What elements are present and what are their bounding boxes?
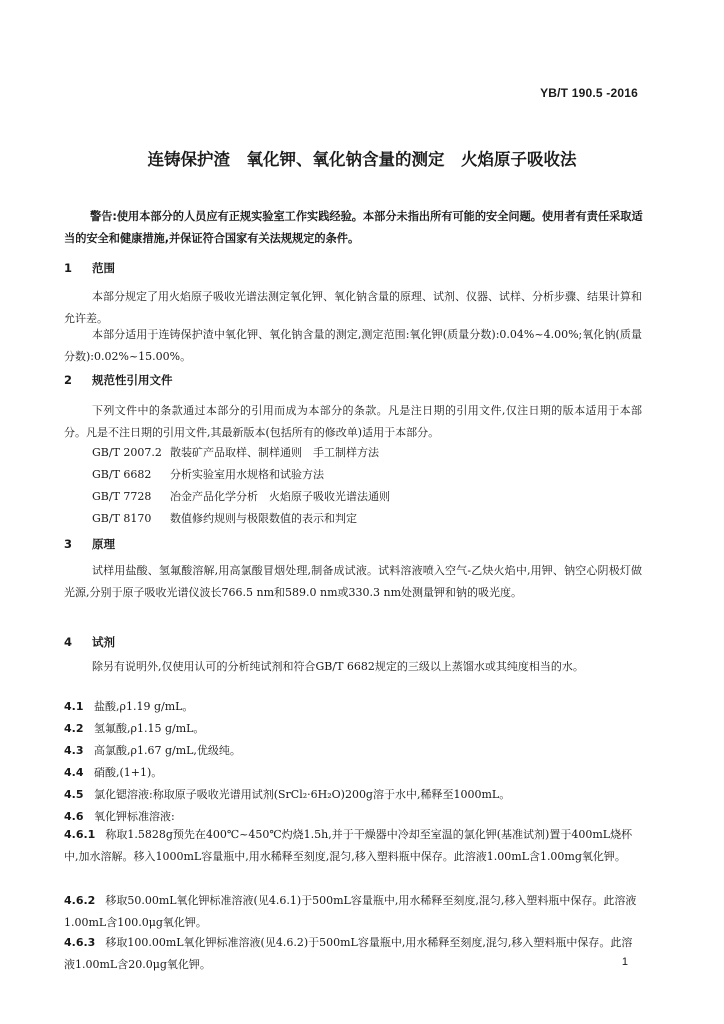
standard-number: YB/T 190.5 -2016: [540, 86, 638, 100]
item-text: 高氯酸,ρ1.67 g/mL,优级纯。: [94, 744, 241, 757]
reference-code: GB/T 7728: [92, 490, 152, 503]
section-number: 3: [64, 537, 73, 551]
item-number: 4.4: [64, 766, 84, 779]
reagent-item: [64, 718, 642, 740]
reference-title: 散装矿产品取样、制样通则 手工制样方法: [170, 446, 379, 459]
reagent-subitem: [64, 890, 642, 934]
reagent-subitem: [64, 824, 642, 868]
reference-item: [92, 466, 324, 482]
item-number: 4.1: [64, 700, 84, 713]
section-title: 规范性引用文件: [92, 373, 173, 387]
reagent-item: [64, 740, 642, 762]
reagent-subitem: [64, 932, 642, 976]
section-number: 2: [64, 373, 73, 387]
section-heading-references: [64, 372, 173, 388]
document-title: 连铸保护渣 氧化钾、氧化钠含量的测定 火焰原子吸收法: [147, 150, 577, 169]
section-number: 4: [64, 635, 73, 649]
page-number: 1: [621, 956, 628, 968]
reference-code: GB/T 2007.2: [92, 446, 162, 459]
reference-title: 分析实验室用水规格和试验方法: [170, 468, 324, 481]
item-number: 4.2: [64, 722, 84, 735]
section-heading-reagents: [64, 634, 115, 650]
item-number: 4.6: [64, 810, 84, 823]
reagent-item: [64, 762, 642, 784]
reference-code: GB/T 6682: [92, 468, 152, 481]
item-text: 称取1.5828g预先在400℃~450℃灼烧1.5h,并于干燥器中冷却至室温的氯化钾(基准试剂)置于400mL烧杯中,加水溶解。移入1000mL容量瓶中,用水稀释至刻度,混匀,移入塑料瓶中保存。此溶液1.00mL含1.00mg氧化钾。: [64, 828, 633, 863]
item-text: 氢氟酸,ρ1.15 g/mL。: [94, 722, 205, 735]
item-number: 4.6.1: [64, 828, 96, 841]
item-text: 氧化钾标准溶液:: [94, 810, 175, 823]
warning-paragraph: 警告:使用本部分的人员应有正规实验室工作实践经验。本部分未指出所有可能的安全问题。使用者有责任采取适当的安全和健康措施,并保证符合国家有关法规规定的条件。: [64, 210, 643, 245]
item-number: 4.6.2: [64, 894, 96, 907]
principle-paragraph: 试样用盐酸、氢氟酸溶解,用高氯酸冒烟处理,制备成试液。试料溶液喷入空气-乙炔火焰中,用钾、钠空心阴极灯做光源,分别于原子吸收光谱仪波长766.5 nm和589.0 nm或330.3 nm处测量钾和钠的吸光度。: [64, 564, 642, 599]
section-heading-scope: [64, 260, 115, 276]
item-number: 4.5: [64, 788, 84, 801]
item-text: 氯化锶溶液:称取原子吸收光谱用试剂(SrCl₂·6H₂O)200g溶于水中,稀释至1000mL。: [94, 788, 511, 801]
reagent-item: [64, 696, 642, 718]
item-text: 移取50.00mL氧化钾标准溶液(见4.6.1)于500mL容量瓶中,用水稀释至刻度,混匀,移入塑料瓶中保存。此溶液1.00mL含100.0μg氧化钾。: [64, 894, 637, 929]
section-title: 原理: [92, 537, 115, 551]
reference-item: [92, 488, 390, 504]
section-heading-principle: [64, 536, 115, 552]
item-number: 4.6.3: [64, 936, 96, 949]
reference-item: [92, 444, 379, 460]
scope-paragraph-1: 本部分规定了用火焰原子吸收光谱法测定氧化钾、氧化钠含量的原理、试剂、仪器、试样、分析步骤、结果计算和允许差。: [64, 290, 642, 325]
section-title: 试剂: [92, 635, 115, 649]
references-paragraph: 下列文件中的条款通过本部分的引用而成为本部分的条款。凡是注日期的引用文件,仅注日期的版本适用于本部分。凡是不注日期的引用文件,其最新版本(包括所有的修改单)适用于本部分。: [64, 404, 642, 439]
reagents-paragraph: 除另有说明外,仅使用认可的分析纯试剂和符合GB/T 6682规定的三级以上蒸馏水或其纯度相当的水。: [92, 660, 584, 673]
section-title: 范围: [92, 261, 115, 275]
reference-title: 数值修约规则与极限数值的表示和判定: [170, 512, 357, 525]
reference-item: [92, 510, 357, 526]
section-number: 1: [64, 261, 73, 275]
reagent-item: [64, 784, 642, 806]
reference-title: 冶金产品化学分析 火焰原子吸收光谱法通则: [170, 490, 390, 503]
item-text: 移取100.00mL氧化钾标准溶液(见4.6.2)于500mL容量瓶中,用水稀释至刻度,混匀,移入塑料瓶中保存。此溶液1.00mL含20.0μg氧化钾。: [64, 936, 633, 971]
reference-code: GB/T 8170: [92, 512, 152, 525]
scope-paragraph-2: 本部分适用于连铸保护渣中氧化钾、氧化钠含量的测定,测定范围:氧化钾(质量分数):0.04%~4.00%;氧化钠(质量分数):0.02%~15.00%。: [64, 328, 642, 363]
item-number: 4.3: [64, 744, 84, 757]
item-text: 盐酸,ρ1.19 g/mL。: [94, 700, 194, 713]
item-text: 硝酸,(1+1)。: [94, 766, 163, 779]
